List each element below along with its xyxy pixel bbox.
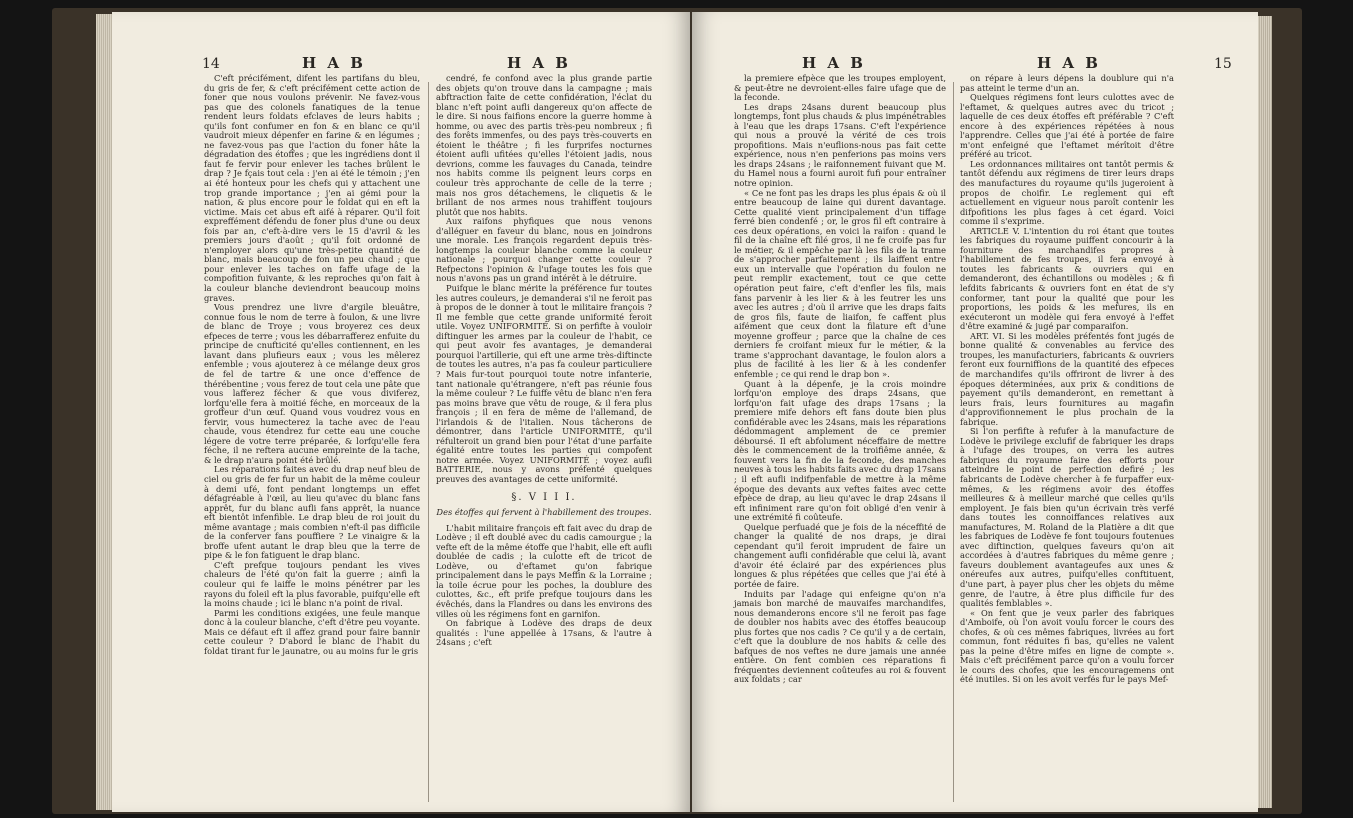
right-page-edges xyxy=(1256,16,1272,808)
paragraph: ARTICLE V. L'intention du roi étant que toutes les fabriques du royaume puiffent concourir à la fourniture des marchandifes propres à l'habillement de fes troupes, il fera envoyé à toutes les fabricants & ouvriers qui en demanderont, des échantillons ou modèles ; & fi lefdits fabricants & ouvriers font en état de s'y conformer, tant pour la qualité que pour les proportions, les poids & les mefures, ils en exécuteront un modèle qui fera envoyé à l'effet d'être examiné & jugé par comparaifon. xyxy=(960,225,1174,332)
section-title: Des étoffes qui fervent à l'habillement des troupes. xyxy=(436,507,652,518)
paragraph: Les ordonnances militaires ont tantôt permis & tantôt défendu aux régimens de tirer leurs draps des manufactures du royaume qu'ils jugeroient à propos de choifir. Le reglement qui eft actuellement en vigueur nous paroît contenir les difpofitions les plus fages à cet égard. Voici comme il s'exprime. xyxy=(960,158,1174,227)
paragraph: On fabrique à Lodève des draps de deux qualités : l'une appellée à 17sans, & l'autre à 24sans ; c'eft xyxy=(436,618,652,648)
left-page-column-1 xyxy=(204,74,420,656)
paragraph: la premiere efpèce que les troupes employent, & peut-être ne devroient-elles faire ufage que de la feconde. xyxy=(734,73,946,103)
running-head-left-col1: H A B xyxy=(302,54,366,72)
paragraph: C'eft précifément, difent les partifans du bleu, du gris de fer, & c'eft précifément cette action de foner que nous voulons prévenir. Ne favez-vous pas que des colonels fanatiques de la tenue rendent leurs foldats efclaves de leurs habits ; qu'ils font confumer en fon & en blanc ce qu'il vaudroit mieux dépenfer en farine & en légumes ; ne favez-vous pas que l'action du foner hâte la dégradation des étoffes ; que les ingrédiens dont il faut fe fervir pour enlever les taches brûlent le drap ? Je fçais tout cela : j'en ai été le témoin ; j'en ai été honteux pour les chefs qui y attachent une trop grande importance ; j'en ai gémi pour la nation, & plus encore pour le foldat qui en eft la victime. Mais cet abus eft aifé à réparer. Qu'il foit expreffément défendu de foner plus d'une ou deux fois par an, c'eft-à-dire vers le 15 d'avril & les premiers jours d'août ; qu'il foit ordonné de n'employer alors qu'une très-petite quantité de blanc, mais beaucoup de fon un peu chaud ; que pour enlever les taches on faffe ufage de la compofition fuivante, & les reproches qu'on fait à la couleur blanche deviendront beaucoup moins graves. xyxy=(204,73,420,303)
paragraph: on répare à leurs dépens la doublure qui n'a pas atteint le terme d'un an. xyxy=(960,73,1174,93)
paragraph: Les réparations faites avec du drap neuf bleu de ciel ou gris de fer fur un habit de la même couleur à demi ufé, font pendant longtemps un effet défagréable à l'œil, au lieu qu'avec du blanc fans apprêt, fur du blanc aufli fans apprêt, la nuance eft bientôt infenfible. Le drap bleu de roi jouit du même avantage ; mais combien n'eft-il pas difficile de la conferver fans pouffiere ? Le vinaigre & la broffe ufent autant le drap bleu que la terre de pipe & le fon fatiguent le drap blanc. xyxy=(204,464,420,561)
running-head-right-col2: H A B xyxy=(1037,54,1101,72)
paragraph: Quelques régimens font leurs culottes avec de l'eftamet, & quelques autres avec du tricot ; laquelle de ces deux étoffes eft préférable ? C'eft encore à des expériences répétées à nous l'apprendre. Celles que j'ai été à portée de faire m'ont enfeigné que l'eftamet mérîtoit d'être préféré au tricot. xyxy=(960,92,1174,160)
paragraph: Puifque le blanc mérite la préférence fur toutes les autres couleurs, je demanderai s'il ne feroit pas à propos de le donner à tout le militaire françois ? Il me femble que cette grande uniformité feroit utile. Voyez UNIFORMITÉ. Si on perfifte à vouloir diftinguer les armes par la couleur de l'habit, ce qui peut avoir fes avantages, je demanderai pourquoi l'artillerie, qui eft une arme très-diftincte de toutes les autres, n'a pas fa couleur particuliere ? Mais fur-tout pourquoi toute notre infanterie, tant nationale qu'étrangere, n'eft pas réunie fous la même couleur ? Le fuiffe vêtu de blanc n'en fera pas moins brave que vêtu de rouge, & il fera plus françois ; il en fera de même de l'allemand, de l'irlandois & de l'italien. Nous tâcherons de démontrer, dans l'article UNIFORMITÉ, qu'il réfulteroit un grand bien pour l'état d'une parfaite égalité entre toutes les parties qui compofent notre armée. Voyez UNIFORMITÉ ; voyez aufli BATTERIE, nous y avons préfenté quelques preuves des avantages de cette uniformité. xyxy=(436,283,652,484)
paragraph: cendré, fe confond avec la plus grande partie des objets qu'on trouve dans la campagne ; mais abftraction faite de cette confidération, l'éclat du blanc n'eft point aufli dangereux qu'on affecte de le dire. Si nous faifions encore la guerre homme à homme, ou avec des partis très-peu nombreux ; fi des forêts immenfes, ou des pays très-couverts en étoient le théâtre ; fi les furprifes nocturnes étoient aufli ufitées qu'elles l'étoient jadis, nous devrions, comme les fauvages du Canada, teindre nos habits comme ils peignent leurs corps en couleur très approchante de celle de la terre ; mais nos gros détachemens, le cliquetis & le brillant de nos armes nous trahiffent toujours plutôt que nos habits. xyxy=(436,73,652,217)
paragraph: « Ce ne font pas les draps les plus épais & où il entre beaucoup de laine qui durent davantage. Cette qualité vient principalement d'un tiffage ferré bien condenfé ; or, le gros fil eft contraire à ces deux opérations, en voici la raifon : quand le fil de la chaîne eft filé gros, il ne fe croife pas fur le métier, & il empêche par là les fils de la trame de s'approcher parfaitement ; ils laiffent entre eux un intervalle que l'opération du foulon ne peut remplir exactement, tout ce que cette opération peut faire, c'eft d'enfler les fils, mais fans parvenir à les lier & à les feutrer les uns avec les autres ; d'où il arrive que les draps faits de gros fils, faute de liaifon, fe caffent plus aifément que ceux dont la filature eft d'une moyenne groffeur ; parce que la chaîne de ces derniers fe croifant mieux fur le métier, & la trame s'approchant davantage, le foulon alors a plus de facilité à les lier & à les condenfer enfemble ; ce qui rend le drap bon ». xyxy=(734,187,946,379)
page-number-right: 15 xyxy=(1214,56,1232,72)
running-head-right-col1: H A B xyxy=(802,54,866,72)
page-number-left: 14 xyxy=(202,56,220,72)
right-page xyxy=(692,12,1258,812)
section-heading: §. V I I I. xyxy=(511,491,577,503)
left-page-column-2 xyxy=(436,74,652,648)
right-page-column-1 xyxy=(734,74,946,685)
running-head-left-col2: H A B xyxy=(507,54,571,72)
paragraph: Aux raifons phyfiques que nous venons d'alléguer en faveur du blanc, nous en joindrons une morale. Les françois regardent depuis très-longtemps la couleur blanche comme la couleur nationale ; pourquoi changer cette couleur ? Refpectons l'opinion & l'ufage toutes les fois que nous n'avons pas un grand intérêt à le détruire. xyxy=(436,216,652,284)
right-page-column-2 xyxy=(960,74,1174,685)
paragraph: L'habit militaire françois eft fait avec du drap de Lodève ; il eft doublé avec du cadis camourgue ; la vefte eft de la même étoffe que l'habit, elle eft aufli doublée de cadis ; la culotte eft de tricot de Lodève, ou d'eftamet qu'on fabrique principalement dans le pays Meffin & la Lorraine ; la toile écrue pour les poches, la doublure des culottes, &c., eft prife prefque toujours dans les évêchés, dans la Flandres ou dans les environs des villes où les régimens font en garnifon. xyxy=(436,522,652,619)
paragraph: ART. VI. Si les modèles préfentés font jugés de bonne qualité & convenables au fervice des troupes, les manufacturiers, fabricants & ouvriers feront eux fourniffions de la quantité des efpeces de marchandifes qu'ils offriront de livrer à des époques déterminées, aux prix & conditions de payement qu'ils demanderont, en remettant à leurs frais, leurs fournitures au magafin d'approvifionnement le plus prochain de la fabrique. xyxy=(960,330,1174,427)
paragraph: Induits par l'adage qui enfeigne qu'on n'a jamais bon marché de mauvaifes marchandifes, nous demanderons encore s'il ne feroit pas fage de doubler nos habits avec des étoffes beaucoup plus fortes que nos cadis ? Ce qu'il y a de certain, c'eft que la doublure de nos habits & celle des bafques de nos veftes ne dure jamais une année entière. On fent combien ces réparations fi fréquentes deviennent coûteufes au roi & fouvent aux foldats ; car xyxy=(734,588,946,685)
paragraph: Vous prendrez une livre d'argile bleuâtre, connue fous le nom de terre à foulon, & une livre de blanc de Troye ; vous broyerez ces deux efpeces de terre ; vous les débarrafferez enfuite du principe de cnufticité qu'elles contiennent, en les lavant dans plufieurs eaux ; vous les mêlerez enfemble ; vous ajouterez à ce mélange deux gros de fel de tartre & une once d'effence de thérébentine ; vous ferez de tout cela une pâte que vous lafferez fécher & que vous diviferez, lorfqu'elle fera à moitié féche, en morceaux de la groffeur d'un œuf. Quand vous voudrez vous en fervir, vous humecterez la tache avec de l'eau chaude, vous étendrez fur cette eau une couche légere de votre terre préparée, & lorfqu'elle fera féche, il ne reftera aucune empreinte de la tache, & le drap n'aura point été brûlé. xyxy=(204,302,420,465)
column-rule xyxy=(953,82,954,802)
paragraph: Quelque perfuadé que je fois de la néceffité de changer la qualité de nos draps, je dirai cependant qu'il feroit imprudent de faire un changement aufli confidérable que celui là, avant d'avoir été éclairé par des expériences plus longues & plus répétées que celles que j'ai été à portée de faire. xyxy=(734,521,946,589)
paragraph: Quant à la dépenfe, je la crois moindre lorfqu'on employe des draps 24sans, que lorfqu'on fait ufage des draps 17sans ; la premiere mife dehors eft fans doute bien plus confidérable avec les 24sans, mais les réparations dédommagent amplement de ce premier déboursé. Il eft abfolument néceffaire de mettre dès le commencement de la troifiême année, & fouvent vers la fin de la feconde, des manches neuves à tous les habits faits avec du drap 17sans ; il eft aufli indifpenfable de mettre à la même époque des devants aux veftes faites avec cette efpèce de drap, au lieu qu'avec le drap 24sans il eft infiniment rare qu'on foit obligé d'en venir à une extrémité fi coûteufe. xyxy=(734,378,946,523)
left-page xyxy=(112,12,690,812)
paragraph: « On fent que je veux parler des fabriques d'Amboife, où l'on avoit voulu forcer le cours des chofes, & où ces mêmes fabriques, livrées au fort commun, font réduites fi bas, qu'elles ne valent pas la peine d'être mifes en ligne de compte ». Mais c'eft précifément parce qu'on a voulu forcer le cours des chofes, que les encouragemens ont été inutiles. Si on les avoit verfés fur le pays Mef- xyxy=(960,607,1174,685)
paragraph: C'eft prefque toujours pendant les vives chaleurs de l'été qu'on fait la guerre ; ainfi la couleur qui fe laiffe le moins pénétrer par les rayons du foleil eft la plus favorable, puifqu'elle eft la moins chaude ; ici le blanc n'a point de rival. xyxy=(204,559,420,609)
paragraph: Parmi les conditions exigées, une feule manque donc à la couleur blanche, c'eft d'être peu voyante. Mais ce défaut eft il affez grand pour faire bannir cette couleur ? D'abord le blanc de l'habit du foldat tirant fur le jaunatre, ou au moins fur le gris xyxy=(204,607,420,656)
paragraph: Si l'on perfifte à refufer à la manufacture de Lodève le privilege exclufif de fabriquer les draps à l'ufage des troupes, on verra les autres fabriques du royaume faire des efforts pour atteindre le point de perfection defiré ; les fabricants de Lodève chercher à fe furpaffer eux-mêmes, & les régimens avoir des étoffes meilleures & à meilleur marché que celles qu'ils employent. Je fais bien qu'un écrivain très verfé dans toutes les connoiffances relatives aux manufactures, M. Roland de la Platière a dit que les fabriques de Lodève fe font toujours foutenues avec diftinction, quelques faveurs qu'on ait accordées à d'autres fabriques du même genre ; faveurs doublement avantageufes aux unes & onéreufes aux autres, puifqu'elles conftituent, d'une part, à payer plus cher les objets du même genre, de l'autre, à être plus difficile fur des qualités femblables ». xyxy=(960,426,1174,609)
column-rule xyxy=(428,82,429,802)
paragraph: Les draps 24sans durent beaucoup plus longtemps, font plus chauds & plus impénétrables à l'eau que les draps 17sans. C'eft l'expérience qui nous a prouvé la vérité de ces trois propofitions. Mais n'euflions-nous pas fait cette expérience, nous n'en penferions pas moins vers les draps 24sans ; le raifonnement fuivant que M. du Hamel nous a fourni auroit fufi pour entraîner notre opinion. xyxy=(734,101,946,189)
